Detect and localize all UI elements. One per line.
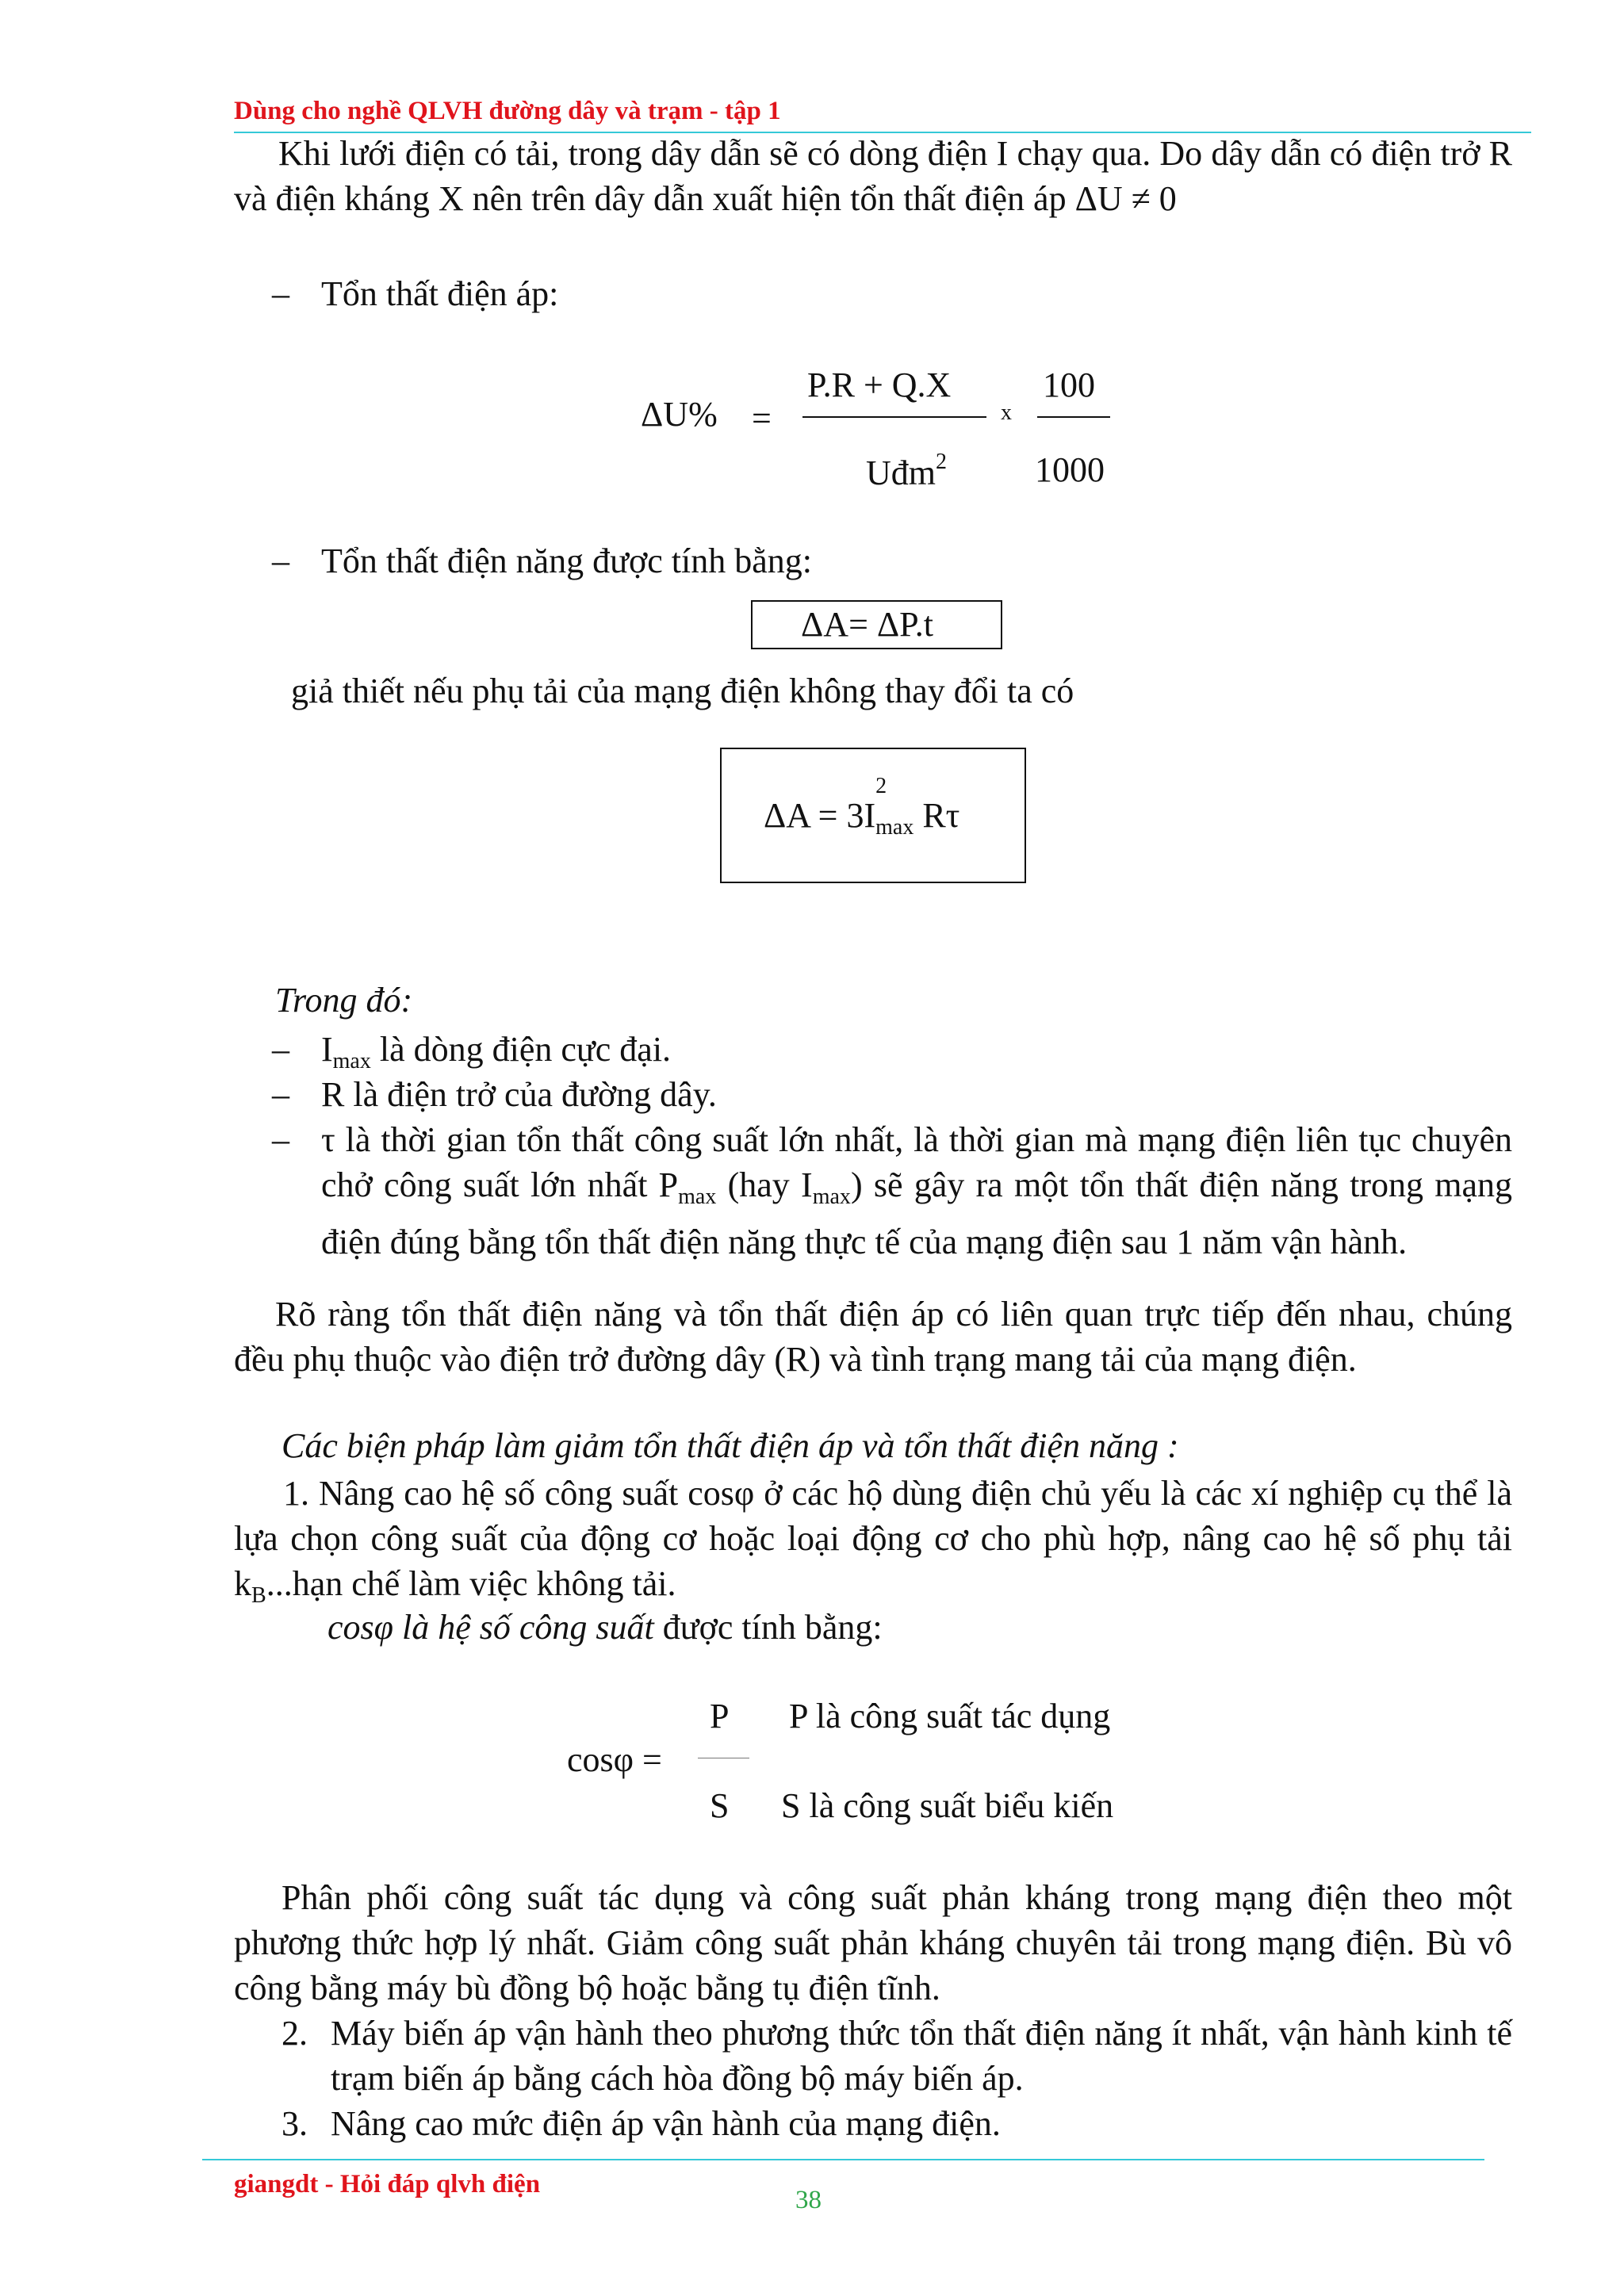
formula-numerator: P.R + Q.X xyxy=(807,365,952,404)
subscript-max: max xyxy=(332,1049,371,1073)
measure-3-text: Nâng cao mức điện áp vận hành của mạng điện. xyxy=(331,2104,1001,2143)
distribution-paragraph: Phân phối công suất tác dụng và công suất phản kháng trong mạng điện theo một phương thức hợp lý nhất. Giảm công suất phản kháng chuyên tải trong mạng điện. Bù vô công bằng máy bù đồng bộ hoặc bằng tụ điện tĩnh. xyxy=(234,1878,1512,2007)
measure-3-item xyxy=(282,2101,1512,2146)
subscript-max: max xyxy=(678,1184,717,1209)
dash-bullet: – xyxy=(272,1030,289,1069)
formula-energy-loss: ΔA= ΔP.t xyxy=(801,605,933,644)
cosphi-numerator: P xyxy=(710,1697,730,1735)
definition-text: ) sẽ gây ra một tổn thất điện năng trong mạng điện đúng bằng tổn thất điện năng thực tế của mạng điện sau 1 năm vận hành. xyxy=(321,1165,1512,1261)
measure-2-number: 2. xyxy=(282,2014,308,2053)
formula-equals: = xyxy=(752,399,772,438)
bullet-energy-loss xyxy=(272,538,1512,584)
measure-1-text-end: ...hạn chế làm việc không tải. xyxy=(266,1564,676,1603)
running-header: Dùng cho nghề QLVH đường dây và trạm - tập 1 xyxy=(234,97,781,125)
measure-3-number: 3. xyxy=(282,2104,308,2143)
dash-bullet: – xyxy=(272,541,289,580)
formula-lhs: ΔU% xyxy=(641,395,718,434)
intro-paragraph: Khi lưới điện có tải, trong dây dẫn sẽ có dòng điện I chạy qua. Do dây dẫn có điện trở R và điện kháng X nên trên dây dẫn xuất hiện tổn thất điện áp ΔU ≠ 0 xyxy=(234,134,1512,218)
cosphi-normal: được tính bằng: xyxy=(653,1608,883,1647)
definition-text: là dòng điện cực đại. xyxy=(370,1030,672,1069)
cosphi-lhs: cosφ = xyxy=(567,1740,662,1779)
symbol-i: I xyxy=(321,1030,333,1069)
cosphi-denominator: S xyxy=(710,1786,730,1825)
cosphi-note-p: P là công suất tác dụng xyxy=(789,1697,1111,1735)
cosphi-note-s: S là công suất biểu kiến xyxy=(781,1786,1114,1825)
fraction-bar-2 xyxy=(1037,416,1110,418)
definition-item-r xyxy=(272,1072,1512,1117)
bullet-voltage-loss xyxy=(272,271,1512,316)
footer-rule xyxy=(202,2159,1484,2160)
dash-bullet: – xyxy=(272,1075,289,1114)
definition-item-tau xyxy=(272,1117,1512,1265)
definition-text: τ là thời gian tổn thất công suất lớn nhất, là thời gian mà mạng điện liên tục chuyên chở công suất lớn nhất P xyxy=(321,1120,1512,1204)
formula-num2: 100 xyxy=(1043,365,1095,404)
measures-title: Các biện pháp làm giảm tổn thất điện áp và tổn thất điện năng : xyxy=(282,1426,1179,1465)
measure-1-text: 1. Nâng cao hệ số công suất cosφ ở các hộ dùng điện chủ yếu là các xí nghiệp cụ thể là lựa chọn công suất của động cơ hoặc loại động cơ cho phù hợp, nâng cao hệ số phụ tải k xyxy=(234,1474,1512,1603)
dash-bullet: – xyxy=(272,274,289,313)
definition-text: (hay I xyxy=(716,1165,813,1204)
formula-denominator: Uđm$^2$ xyxy=(866,450,947,492)
subscript-max: max xyxy=(812,1184,851,1209)
formula-den2: 1000 xyxy=(1035,450,1105,489)
fraction-bar xyxy=(802,416,986,418)
cosphi-italic: cosφ là hệ số công suất xyxy=(327,1608,654,1647)
cosphi-definition xyxy=(327,1607,883,1647)
where-label: Trong đó: xyxy=(275,981,413,1020)
measure-2-item xyxy=(282,2011,1512,2101)
dash-bullet: – xyxy=(272,1120,289,1159)
footer-author: giangdt - Hỏi đáp qlvh điện xyxy=(234,2170,541,2198)
assumption-text: giả thiết nếu phụ tải của mạng điện không thay đổi ta có xyxy=(291,672,1074,710)
measure-1-paragraph xyxy=(234,1471,1512,1618)
conclusion-paragraph: Rõ ràng tổn thất điện năng và tổn thất điện áp có liên quan trực tiếp đến nhau, chúng đều phụ thuộc vào điện trở đường dây (R) và tình trạng mang tải của mạng điện. xyxy=(234,1295,1512,1379)
measure-2-text: Máy biến áp vận hành theo phương thức tổn thất điện năng ít nhất, vận hành kinh tế trạm biến áp bằng cách hòa đồng bộ máy biến áp. xyxy=(331,2014,1512,2098)
definition-text: R là điện trở của đường dây. xyxy=(321,1075,717,1114)
bullet-text: Tổn thất điện áp: xyxy=(321,274,559,313)
formula-energy-loss-max: ΔA = 3I 2 $_{max}$ Rτ xyxy=(764,774,960,840)
page-number: 38 xyxy=(795,2186,822,2214)
bullet-text: Tổn thất điện năng được tính bằng: xyxy=(321,541,812,580)
subscript-b: B xyxy=(251,1583,266,1608)
formula-times: x xyxy=(1001,400,1012,425)
